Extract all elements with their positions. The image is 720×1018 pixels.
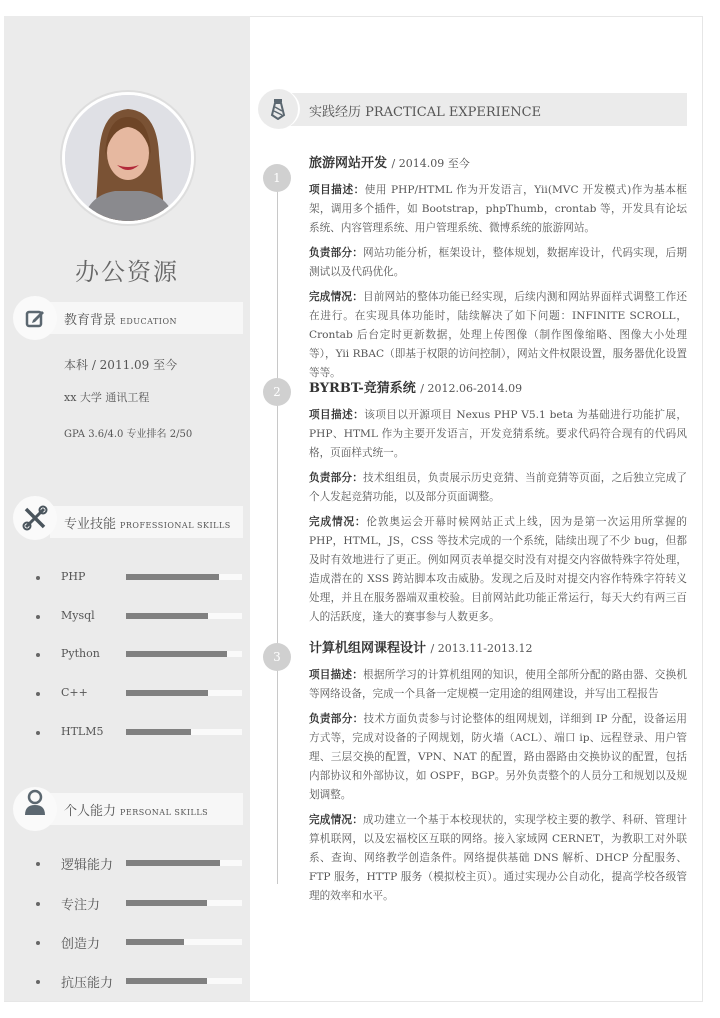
experience-header	[287, 93, 687, 126]
education-gpa: GPA 3.6/4.0 专业排名 2/50	[64, 429, 193, 440]
project-desc-label: 项目描述：	[309, 669, 364, 681]
education-title: 教育背景	[64, 313, 117, 328]
education-header	[50, 302, 243, 334]
skill-label: 抗压能力	[61, 976, 114, 991]
project-name: 旅游网站开发	[309, 156, 388, 171]
skills-title-en: PROFESSIONAL SKILLS	[120, 521, 231, 530]
skill-bar	[126, 651, 242, 657]
personal-title-en: PERSONAL SKILLS	[120, 808, 209, 817]
skill-row	[36, 726, 246, 740]
project-desc-text: 根据所学习的计算机组网的知识，使用全部所分配的路由器、交换机等网络设备，完成一个具备一定规模一定用途的组网建设，并写出工程报告	[309, 669, 687, 700]
project-title	[309, 152, 687, 171]
skill-bar-fill	[126, 651, 227, 657]
skill-label: 专注力	[61, 898, 101, 913]
bullet-icon	[36, 576, 40, 580]
education-degree: 本科 / 2011.09 至今	[64, 358, 178, 372]
skill-label: C++	[61, 686, 88, 699]
bullet-icon	[36, 941, 40, 945]
bullet-icon	[36, 615, 40, 619]
bullet-icon	[36, 980, 40, 984]
skill-label: 逻辑能力	[61, 858, 114, 873]
project-role-text: 网站功能分析，框架设计，整体规划，数据库设计，代码实现，后期测试以及代码优化。	[309, 247, 687, 278]
skill-bar-fill	[126, 613, 208, 619]
project-desc-text: 使用 PHP/HTML 作为开发语言，Yii(MVC 开发模式)作为基本框架，调用多个插件，如 Bootstrap，phpThumb，crontab 等，开发具有论坛系统、内容管理系统、用户管理系统、微博系统的旅游网站。	[309, 184, 687, 234]
skill-bar-fill	[126, 574, 219, 580]
skill-row	[36, 975, 246, 989]
skill-bar-fill	[126, 939, 184, 945]
skill-bar-fill	[126, 900, 207, 906]
tools-icon	[13, 496, 57, 540]
project-number: 1	[263, 164, 291, 192]
bullet-icon	[36, 692, 40, 696]
project-role-label: 负责部分：	[309, 247, 364, 259]
personal-title: 个人能力	[64, 804, 117, 819]
project-date: / 2013.11-2013.12	[430, 642, 533, 655]
bullet-icon	[36, 862, 40, 866]
skill-row	[36, 571, 246, 585]
skill-bar	[126, 613, 242, 619]
project-role-text: 技术方面负责参与讨论整体的组网规划，详细到 IP 分配，设备运用方式等，完成对设备的子网规划，防火墙（ACL）、端口 ip、远程登录、用户管理、三层交换的配置，VPN、NAT 的配置，路由器路由交换协议的配置，包括内部协议和外部协议，如 OSPF，BGP。另外负责整个的人员分工和规划以及规划调整。	[309, 713, 688, 801]
avatar	[62, 92, 194, 224]
profile-name: 办公资源	[75, 258, 179, 286]
skill-bar	[126, 729, 242, 735]
education-school: xx 大学 通讯工程	[64, 391, 150, 404]
project-title	[309, 637, 687, 656]
project-item	[309, 637, 687, 912]
skill-bar	[126, 978, 242, 984]
skill-bar	[126, 860, 242, 866]
skill-label: Python	[61, 647, 100, 660]
bullet-icon	[36, 653, 40, 657]
education-title-en: EDUCATION	[120, 317, 178, 326]
project-desc-label: 项目描述：	[309, 409, 365, 421]
skill-row	[36, 648, 246, 662]
project-role	[309, 710, 687, 805]
project-role-label: 负责部分：	[309, 713, 364, 725]
skill-bar-fill	[126, 690, 208, 696]
skill-bar-fill	[126, 729, 191, 735]
skill-bar-fill	[126, 978, 207, 984]
project-desc-label: 项目描述：	[309, 184, 365, 196]
project-desc	[309, 406, 687, 463]
tie-icon	[258, 89, 300, 129]
skills-header	[50, 506, 243, 538]
project-number: 3	[263, 643, 291, 671]
project-title	[309, 377, 687, 396]
skills-title: 专业技能	[64, 517, 117, 532]
timeline-line	[277, 178, 278, 884]
project-desc	[309, 666, 687, 704]
project-result	[309, 513, 687, 627]
skill-row	[36, 687, 246, 701]
bullet-icon	[36, 902, 40, 906]
project-result	[309, 288, 687, 383]
project-item	[309, 377, 687, 633]
project-result-text: 成功建立一个基于本校现状的，实现学校主要的教学、科研、管理计算机联网，以及宏福校区互联的网络。接入家域网 CERNET，为教职工对外联系、查询、网络教学创造条件。网络提供基础 DNS 解析、DHCP 分配服务、FTP 服务，HTTP 服务（模拟校主页）。通过实现办公自动化，提高学校各级管理的效率和水平。	[309, 814, 687, 902]
project-name: 计算机组网课程设计	[309, 641, 427, 656]
project-date: / 2014.09 至今	[391, 157, 470, 170]
project-result-label: 完成情况：	[309, 814, 364, 826]
bullet-icon	[36, 731, 40, 735]
skill-row	[36, 610, 246, 624]
person-icon	[13, 787, 57, 831]
skill-bar	[126, 690, 242, 696]
skill-label: Mysql	[61, 609, 95, 622]
project-result-text: 目前网站的整体功能已经实现，后续内测和网站界面样式调整工作还在进行。在实现具体功能时，陆续解决了如下问题：INFINITE SCROLL，Crontab 后台定时更新数据，处理上传图像（制作图像缩略、图像大小处理等），Yii RBAC（即基于权限的访问控制），网站文件权限设置，服务器优化设置等等。	[309, 291, 687, 379]
project-desc	[309, 181, 687, 238]
edit-icon	[13, 296, 57, 340]
skill-label: HTLM5	[61, 725, 104, 738]
skill-row	[36, 897, 246, 911]
project-role	[309, 244, 687, 282]
skill-bar	[126, 939, 242, 945]
skill-label: PHP	[61, 570, 86, 583]
experience-title: 实践经历 PRACTICAL EXPERIENCE	[309, 105, 542, 120]
project-role-text: 技术组组员，负责展示历史竞猜、当前竞猜等页面，之后独立完成了个人发起竞猜功能，以及部分页面调整。	[309, 472, 687, 503]
skill-bar	[126, 900, 242, 906]
project-role-label: 负责部分：	[309, 472, 364, 484]
project-role	[309, 469, 687, 507]
skill-label: 创造力	[61, 937, 101, 952]
personal-header	[50, 793, 243, 825]
project-number: 2	[263, 378, 291, 406]
project-name: BYRBT-竞猜系统	[309, 381, 416, 396]
project-item	[309, 152, 687, 389]
skill-bar-fill	[126, 860, 220, 866]
skill-row	[36, 857, 246, 871]
skill-row	[36, 936, 246, 950]
project-date: / 2012.06-2014.09	[420, 382, 523, 395]
project-result-label: 完成情况：	[309, 291, 364, 303]
portrait-photo	[65, 95, 191, 221]
skill-bar	[126, 574, 242, 580]
project-result-label: 完成情况：	[309, 516, 367, 528]
project-desc-text: 该项目以开源项目 Nexus PHP V5.1 beta 为基础进行功能扩展，PHP、HTML 作为主要开发语言，开发竞猜系统。要求代码符合现有的代码风格，页面样式统一。	[309, 409, 687, 459]
project-result-text: 伦敦奥运会开幕时候网站正式上线，因为是第一次运用所掌握的 PHP，HTML，JS，CSS 等技术完成的一个系统，陆续出现了不少 bug，但都及时有效地进行了更正。例如网页表单提交时没有对提交内容做特殊字符处理，造成潜在的 XSS 跨站脚本攻击威胁。发现之后及时对提交内容作特殊字符转义处理，并且在服务器端双重校验。目前网站此功能正常运行，每天大约有两三百人的活跃度，逢大的赛事参与人数更多。	[309, 516, 688, 623]
project-result	[309, 811, 687, 906]
